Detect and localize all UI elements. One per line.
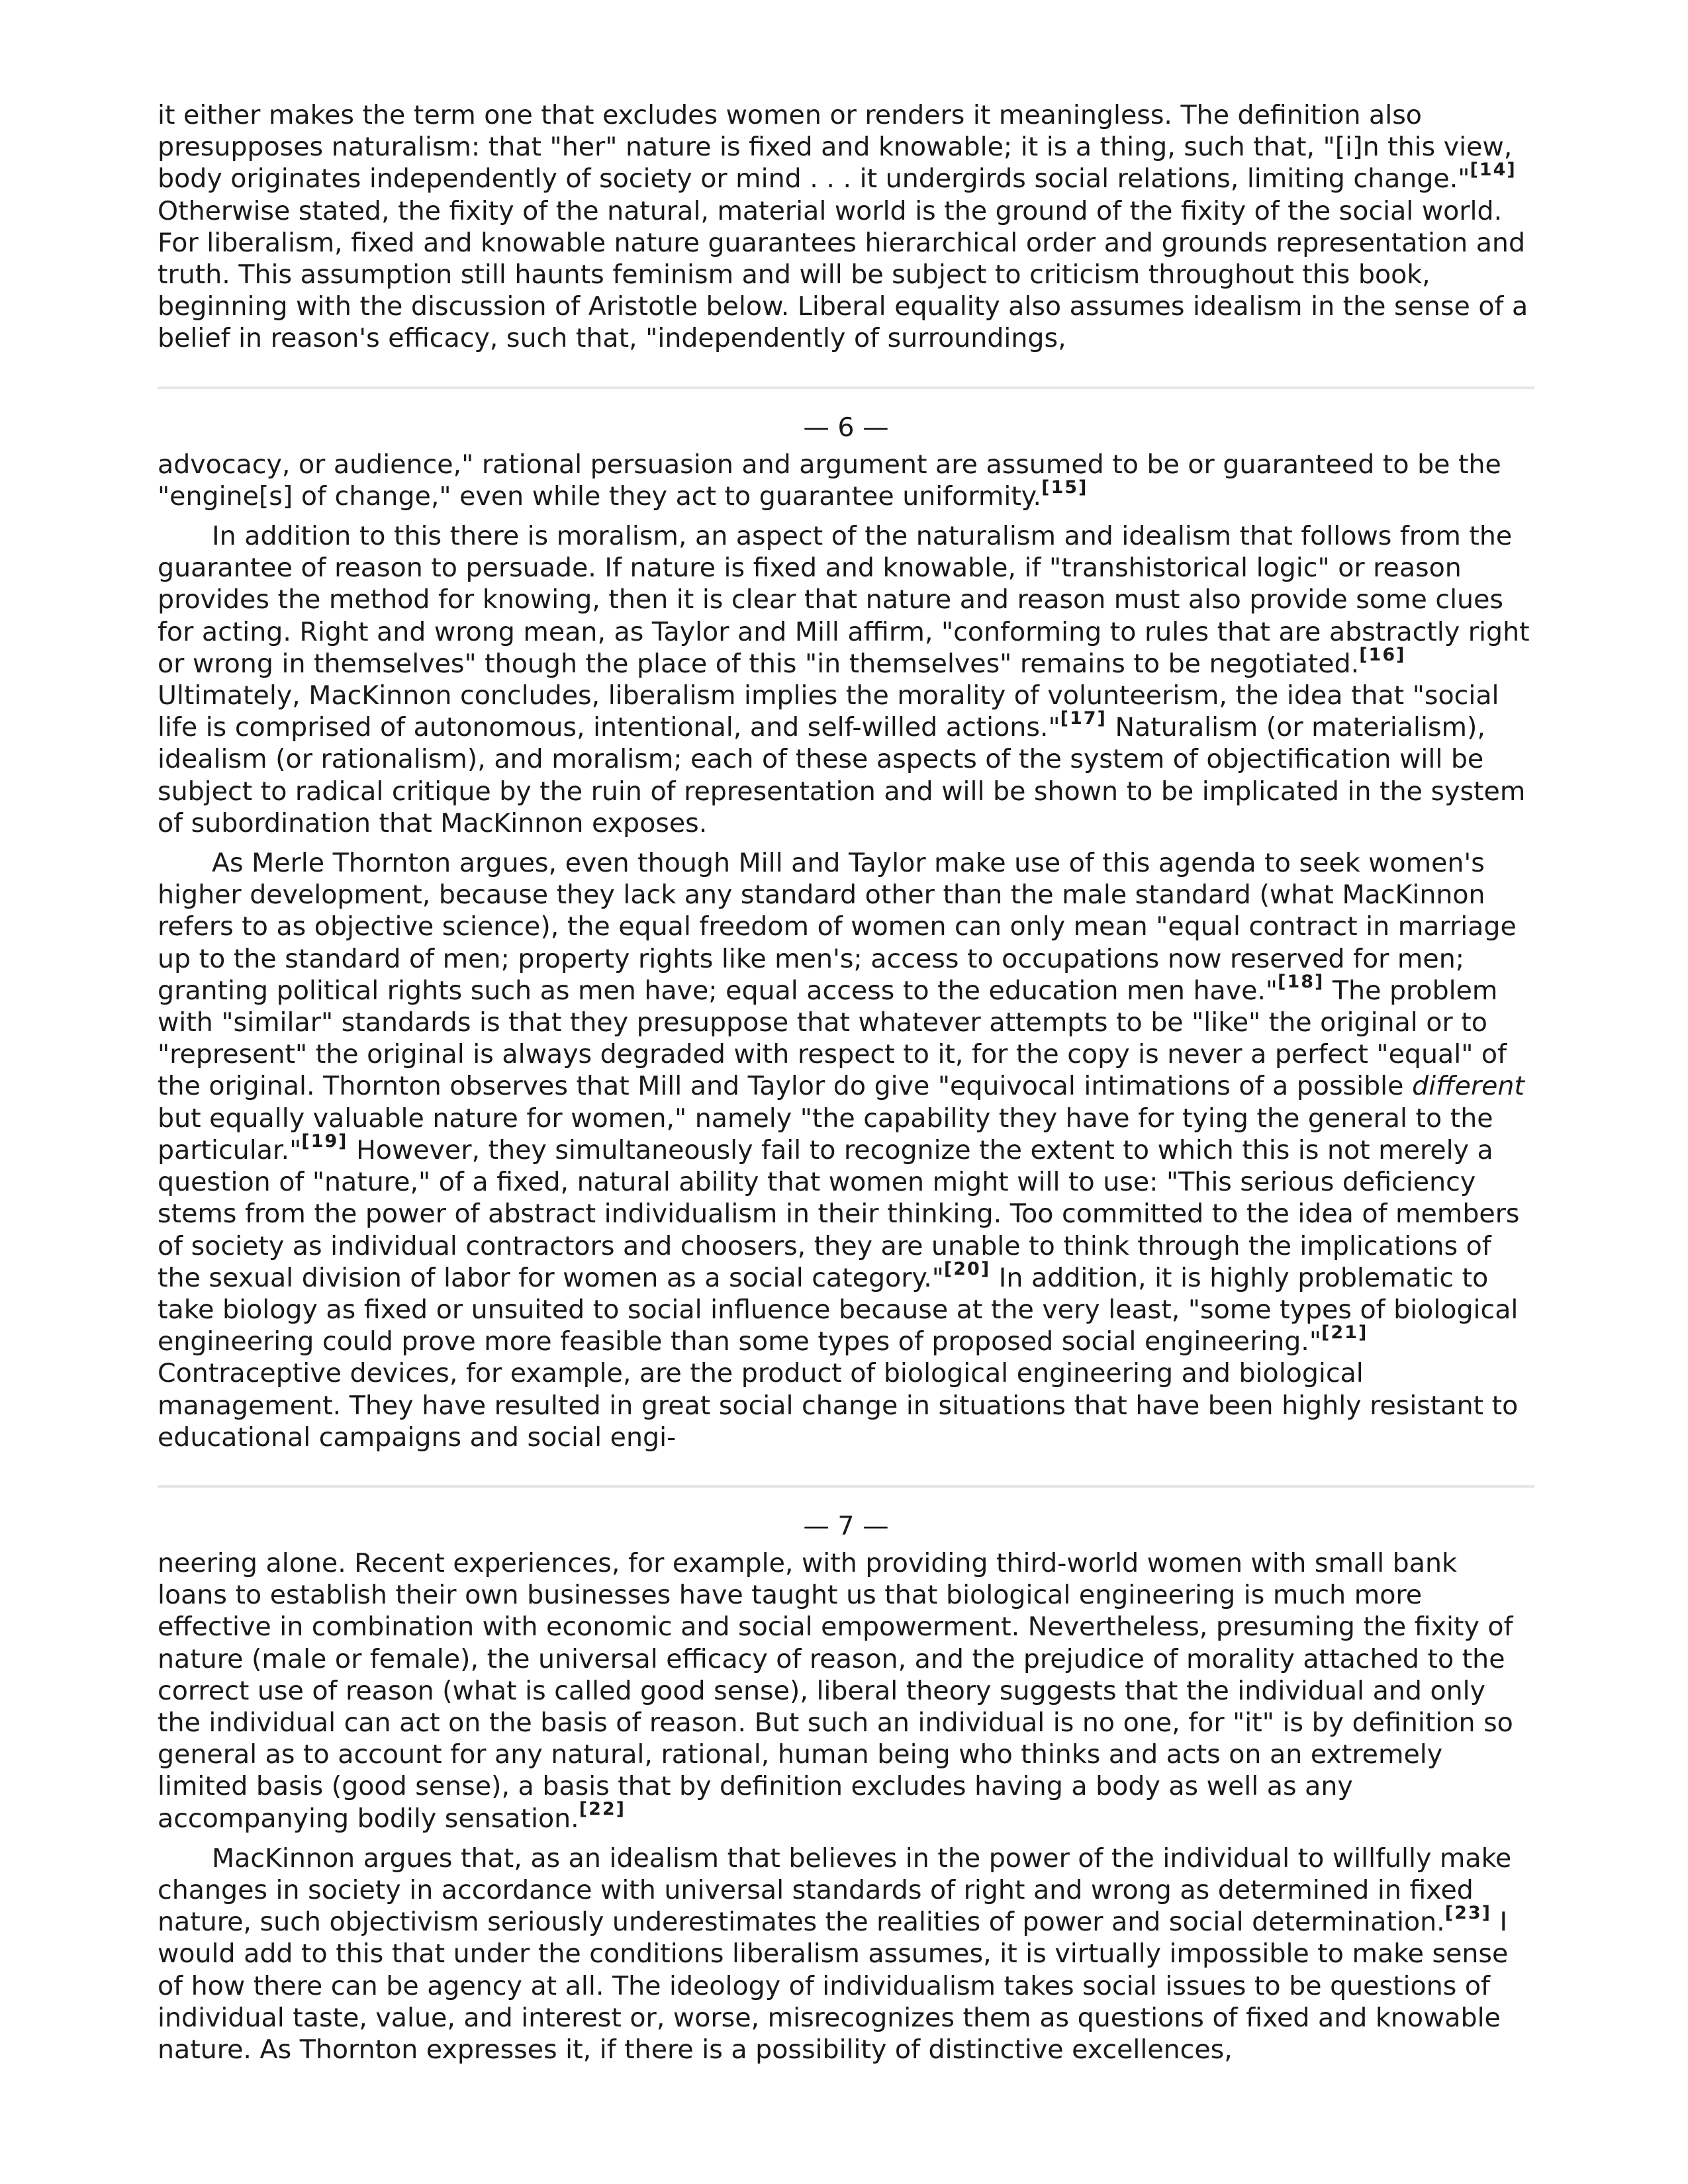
page-number: — 7 — [803, 1510, 889, 1541]
page-number: — 6 — [803, 412, 889, 443]
page-break [158, 355, 1534, 449]
paragraph-text: Ultimately, MacKinnon concludes, liberalism implies the morality of volunteerism, the idea that "social life is comprised of autonomous, intentional, and self-willed actions." [158, 680, 1499, 743]
paragraph-text: The problem with "similar" standards is that they presuppose that whatever attempts to be "like" the original or to "represent" the original is always degraded with respect to it, for the copy is never a perfect "equal" of the original. Thornton observes that Mill and Taylor do give "equivocal intimations of a possible [158, 975, 1507, 1102]
document-page [158, 99, 1534, 2066]
paragraph [158, 1547, 1534, 1835]
footnote-link-18[interactable]: [18] [1278, 971, 1325, 992]
paragraph [158, 449, 1534, 512]
page-break [158, 1453, 1534, 1547]
page-divider [158, 1485, 1534, 1488]
paragraph-text: it either makes the term one that excludes women or renders it meaningless. The definition also presupposes naturalism: that "her" nature is fixed and knowable; it is a thing, such that, "[i]n this view, body originates independently of society or mind . . . it undergirds social relations, limiting change." [158, 100, 1513, 195]
page-divider [158, 387, 1534, 389]
footnote-link-15[interactable]: [15] [1041, 477, 1088, 498]
paragraph [158, 1843, 1534, 2066]
footnote-link-14[interactable]: [14] [1470, 159, 1517, 181]
footnote-link-23[interactable]: [23] [1444, 1903, 1491, 1923]
paragraph-text: Contraceptive devices, for example, are the product of biological engineering and biological management. They have resulted in great social change in situations that have been highly resistant to educational campaigns and social engi- [158, 1358, 1519, 1453]
paragraph [158, 520, 1534, 839]
footnote-link-17[interactable]: [17] [1060, 708, 1107, 729]
paragraph-text: Otherwise stated, the fixity of the natural, material world is the ground of the fixity of the social world. For liberalism, fixed and knowable nature guarantees hierarchical order and grounds representation and truth. This assumption still haunts feminism and will be subject to criticism throughout this book, beginning with the discussion of Aristotle below. Liberal equality also assumes idealism in the sense of a belief in reason's efficacy, such that, "independently of surroundings, [158, 195, 1528, 354]
paragraph-text: MacKinnon argues that, as an idealism that believes in the power of the individual to willfully make changes in society in accordance with universal standards of right and wrong as determined in fixed nature, such objectivism seriously underestimates the realities of power and social determination. [158, 1843, 1512, 1938]
footnote-link-16[interactable]: [16] [1359, 644, 1406, 665]
paragraph-text: In addition, it is highly problematic to take biology as fixed or unsuited to social influence because at the very least, "some types of biological engineering could prove more feasible than some types of proposed social engineering." [158, 1262, 1519, 1357]
emphasis-text: different [1412, 1071, 1524, 1102]
paragraph-text: advocacy, or audience," rational persuasion and argument are assumed to be or guaranteed to be the "engine[s] of change," even while they act to guarantee uniformity. [158, 449, 1501, 512]
footnote-link-21[interactable]: [21] [1321, 1322, 1368, 1343]
footnote-link-22[interactable]: [22] [579, 1799, 626, 1820]
paragraph-text: Naturalism (or materialism), idealism (or rationalism), and moralism; each of these aspects of the system of objectification will be subject to radical critique by the ruin of representation and will be shown to be implicated in the system of subordination that MacKinnon exposes. [158, 712, 1526, 839]
footnote-link-20[interactable]: [20] [943, 1258, 991, 1279]
paragraph-text: In addition to this there is moralism, an aspect of the naturalism and idealism that follows from the guarantee of reason to persuade. If nature is fixed and knowable, if "transhistorical logic" or reason provides the method for knowing, then it is clear that nature and reason must also provide some clues for acting. Right and wrong mean, as Taylor and Mill affirm, "conforming to rules that are abstractly right or wrong in themselves" though the place of this "in themselves" remains to be negotiated. [158, 521, 1530, 679]
footnote-link-19[interactable]: [19] [301, 1130, 348, 1152]
paragraph-text: but equally valuable nature for women," namely "the capability they have for tying the general to the particular." [158, 1103, 1493, 1165]
paragraph-text: neering alone. Recent experiences, for example, with providing third-world women with small bank loans to establish their own businesses have taught us that biological engineering is much more effective in combination with economic and social empowerment. Nevertheless, presuming the fixity of nature (male or female), the universal efficacy of reason, and the prejudice of morality attached to the correct use of reason (what is called good sense), liberal theory suggests that the individual and only the individual can act on the basis of reason. But such an individual is no one, for "it" is by definition so general as to account for any natural, rational, human being who thinks and acts on an extremely limited basis (good sense), a basis that by definition excludes having a body as well as any accompanying bodily sensation. [158, 1547, 1513, 1834]
paragraph [158, 847, 1534, 1453]
paragraph [158, 99, 1534, 355]
paragraph-text: However, they simultaneously fail to recognize the extent to which this is not merely a question of "nature," of a fixed, natural ability that women might will to use: "This serious deficiency stems from the power of abstract individualism in their thinking. Too committed to the idea of members of society as individual contractors and choosers, they are unable to think through the implications of the sexual division of labor for women as a social category." [158, 1134, 1520, 1293]
paragraph-text: As Merle Thornton argues, even though Mill and Taylor make use of this agenda to seek women's higher development, because they lack any standard other than the male standard (what MacKinnon refers to as objective science), the equal freedom of women can only mean "equal contract in marriage up to the standard of men; property rights like men's; access to occupations now reserved for men; granting political rights such as men have; equal access to the education men have." [158, 848, 1517, 1006]
paragraph-text: I would add to this that under the conditions liberalism assumes, it is virtually impossible to make sense of how there can be agency at all. The ideology of individualism takes social issues to be questions of individual taste, value, and interest or, worse, misrecognizes them as questions of fixed and knowable nature. As Thornton expresses it, if there is a possibility of distinctive excellences, [158, 1907, 1509, 2065]
